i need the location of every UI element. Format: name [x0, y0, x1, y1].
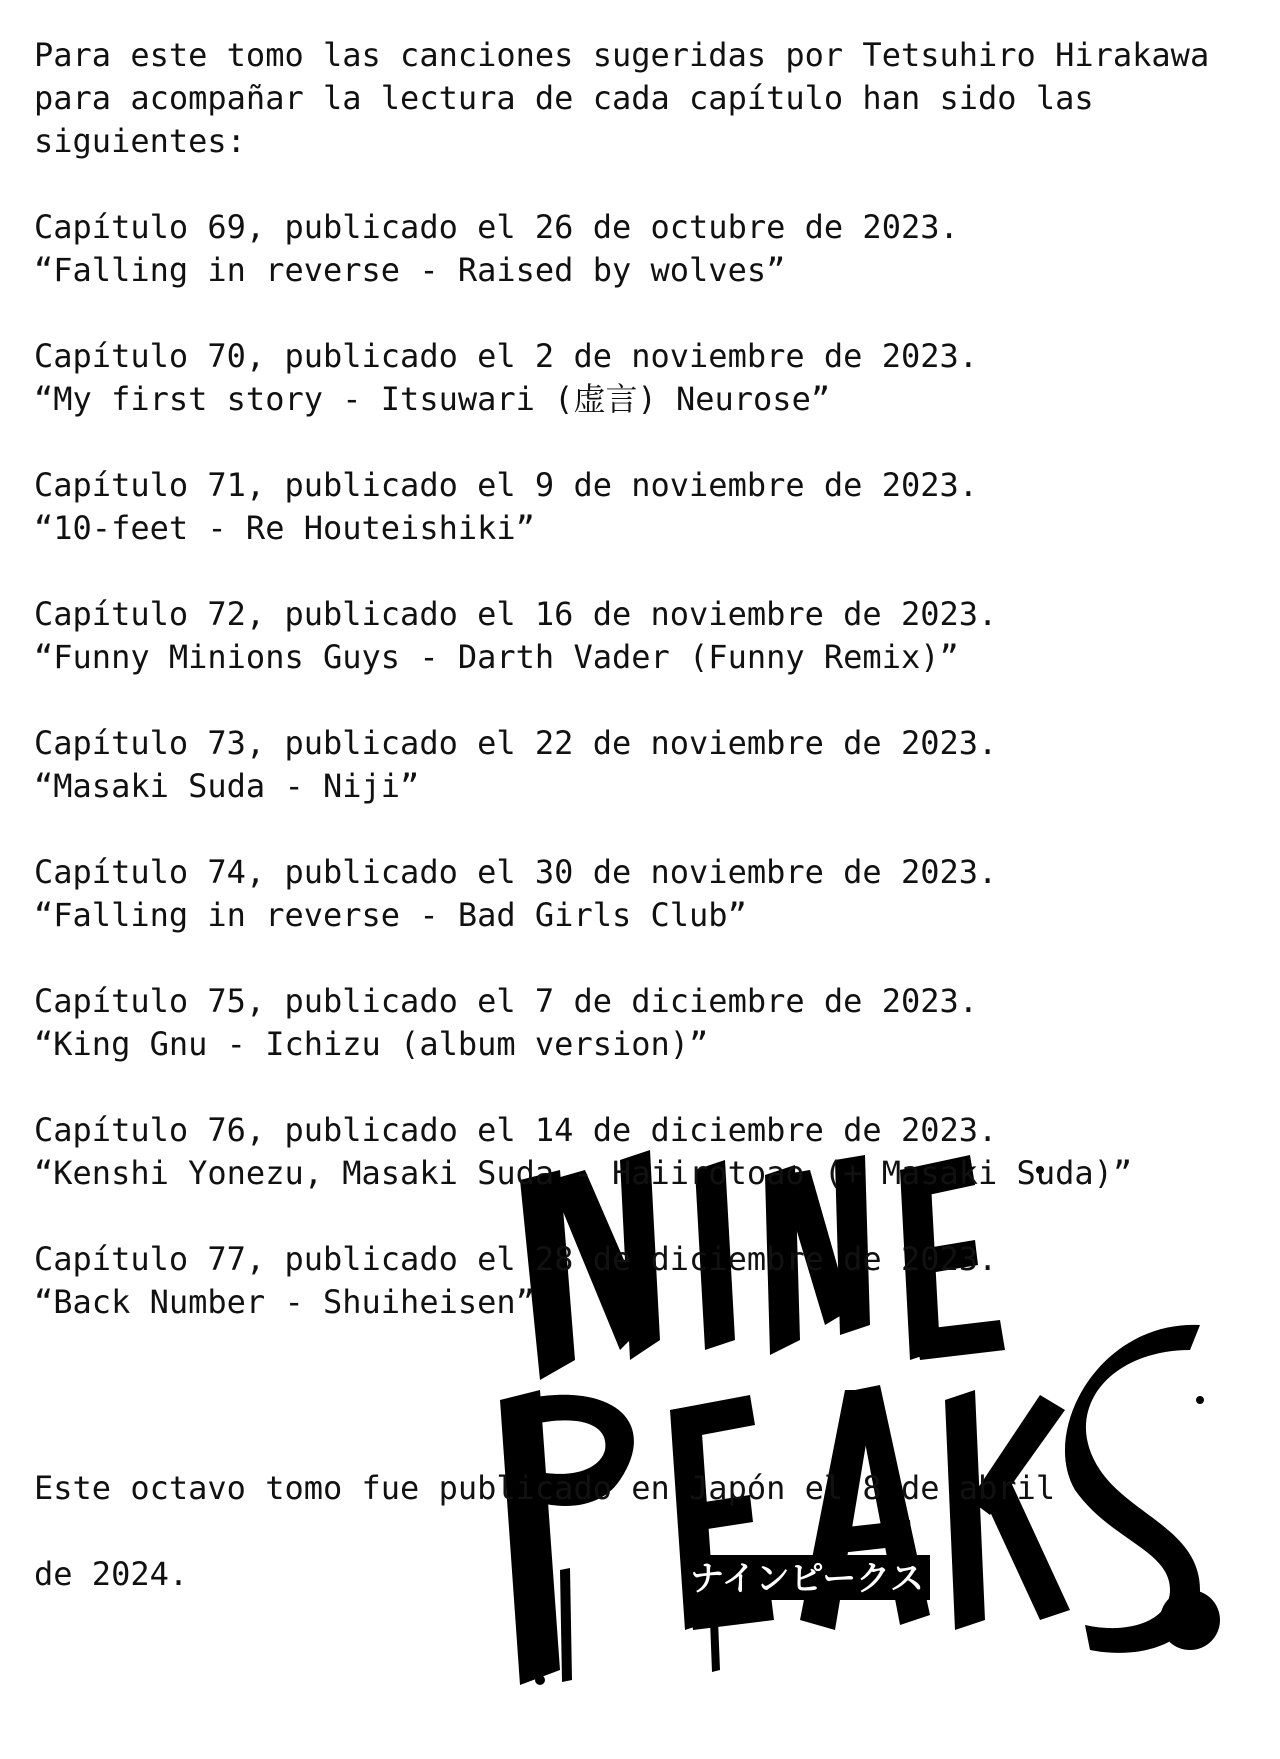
closing-line: Este octavo tomo fue publicado en Japón el 8 de abril	[34, 1469, 1056, 1507]
chapter-song: “King Gnu - Ichizu (album version)”	[34, 1025, 709, 1063]
chapter-heading: Capítulo 77, publicado el 28 de diciembre de 2023.	[34, 1240, 998, 1278]
closing-paragraph	[34, 1424, 1254, 1639]
chapter-entry-74	[34, 851, 1254, 937]
chapter-entry-75	[34, 980, 1254, 1066]
chapter-entry-76	[34, 1109, 1254, 1195]
chapter-song: “My first story - Itsuwari (虚言) Neurose”	[34, 380, 831, 418]
chapter-heading: Capítulo 72, publicado el 16 de noviembre de 2023.	[34, 595, 998, 633]
chapter-heading: Capítulo 76, publicado el 14 de diciembre de 2023.	[34, 1111, 998, 1149]
chapter-heading: Capítulo 74, publicado el 30 de noviembre de 2023.	[34, 853, 998, 891]
chapter-entry-72	[34, 593, 1254, 679]
chapter-heading: Capítulo 73, publicado el 22 de noviembre de 2023.	[34, 724, 998, 762]
chapter-entry-69	[34, 206, 1254, 292]
chapter-heading: Capítulo 71, publicado el 9 de noviembre de 2023.	[34, 466, 979, 504]
chapter-song: “10-feet - Re Houteishiki”	[34, 509, 535, 547]
closing-line: de 2024.	[34, 1555, 189, 1593]
chapter-song: “Funny Minions Guys - Darth Vader (Funny Remix)”	[34, 638, 959, 676]
chapter-entry-71	[34, 464, 1254, 550]
chapter-song: “Falling in reverse - Bad Girls Club”	[34, 896, 747, 934]
chapter-entry-70	[34, 335, 1254, 421]
chapter-song: “Falling in reverse - Raised by wolves”	[34, 251, 786, 289]
chapter-entry-73	[34, 722, 1254, 808]
chapter-heading: Capítulo 75, publicado el 7 de diciembre de 2023.	[34, 982, 979, 1020]
suggested-songs-text	[34, 34, 1254, 1639]
intro-paragraph: Para este tomo las canciones sugeridas por Tetsuhiro Hirakawa para acompañar la lectura de cada capítulo han sido las siguientes:	[34, 36, 1210, 160]
chapter-song: “Kenshi Yonezu, Masaki Suda - Haiirotoao (+ Masaki Suda)”	[34, 1154, 1133, 1192]
chapter-heading: Capítulo 69, publicado el 26 de octubre de 2023.	[34, 208, 959, 246]
chapter-song: “Back Number - Shuiheisen”	[34, 1283, 535, 1321]
logo-katakana-text: ナインピークス	[690, 1559, 924, 1599]
chapter-song: “Masaki Suda - Niji”	[34, 767, 420, 805]
chapter-heading: Capítulo 70, publicado el 2 de noviembre de 2023.	[34, 337, 979, 375]
chapter-entry-77	[34, 1238, 1254, 1324]
